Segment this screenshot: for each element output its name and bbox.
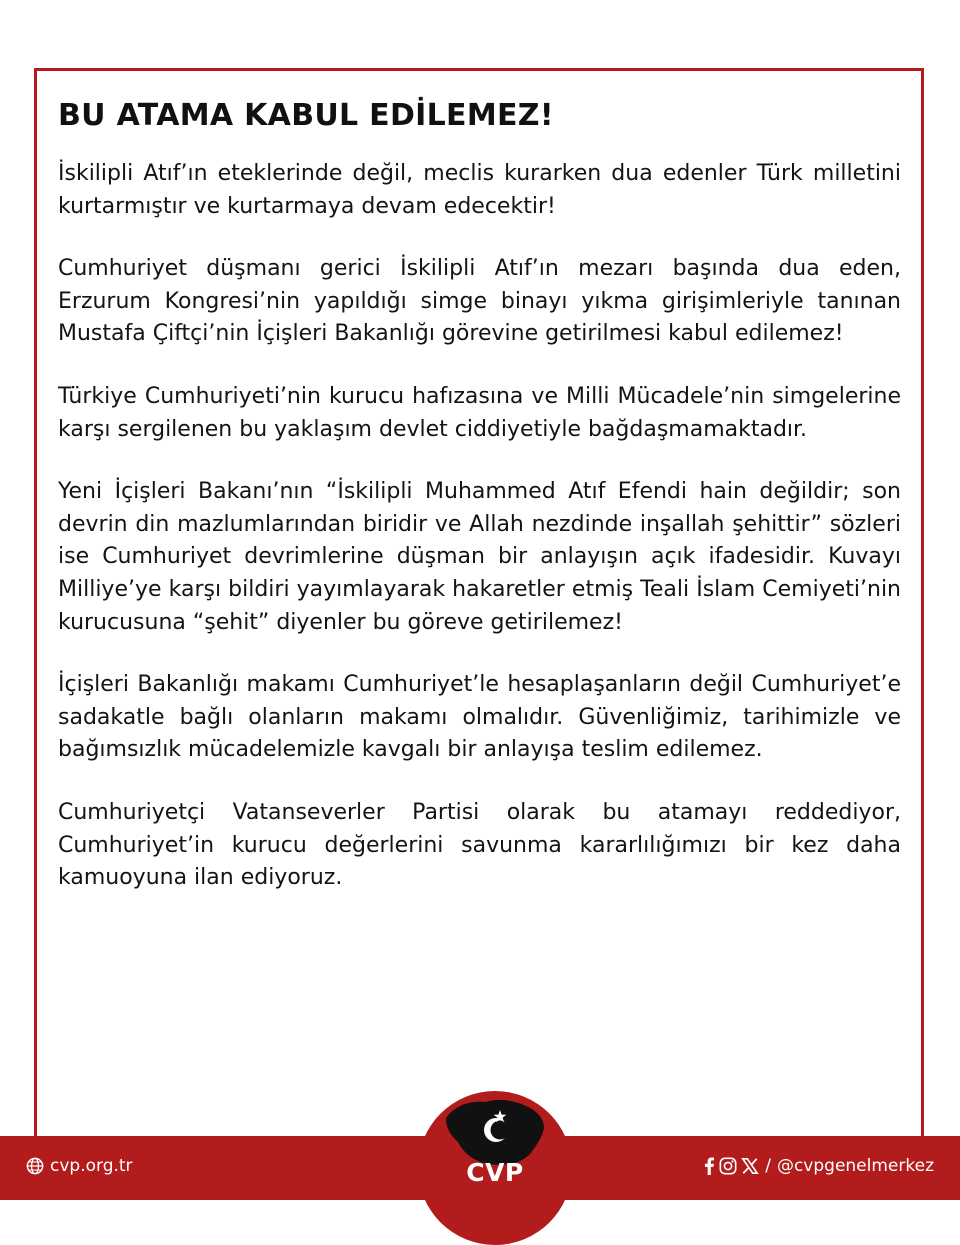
page-title: BU ATAMA KABUL EDİLEMEZ! <box>58 98 554 133</box>
facebook-icon[interactable] <box>703 1157 715 1175</box>
paragraph-3: Türkiye Cumhuriyeti’nin kurucu hafızasına ve Milli Mücadele’nin simgelerine karşı sergilenen bu yaklaşım devlet ciddiyetiyle bağdaşmamaktadır. <box>58 383 901 442</box>
website-text: cvp.org.tr <box>50 1156 133 1176</box>
globe-icon <box>26 1157 44 1175</box>
post-content <box>58 96 901 925</box>
instagram-icon[interactable] <box>719 1157 737 1175</box>
paragraph-2: Cumhuriyet düşmanı gerici İskilipli Atıf’ın mezarı başında dua eden, Erzurum Kongresi’nin yapıldığı simge binayı yıkma girişimleriyle tanınan Mustafa Çiftçi’nin İçişleri Bakanlığı görevine getirilmesi kabul edilemez! <box>58 256 901 347</box>
social-handle[interactable]: @cvpgenelmerkez <box>776 1156 934 1176</box>
logo-text: CVP <box>466 1158 524 1187</box>
paragraph-4: Yeni İçişleri Bakanı’nın “İskilipli Muhammed Atıf Efendi hain değildir; son devrin din mazlumlarından biridir ve Allah nezdinde inşallah şehittir” sözleri ise Cumhuriyet devrimlerine düşman bir anlayışın açık ifadesidir. Kuvayı Milliye’ye karşı bildiri yayımlayarak hakaretler etmiş Teali İslam Cemiyeti’nin kurucusuna “şehit” diyenler bu göreve getirilemez! <box>58 479 901 635</box>
paragraph-1: İskilipli Atıf’ın eteklerinde değil, meclis kurarken dua edenler Türk milletini kurtarmıştır ve kurtarmaya devam edecektir! <box>58 161 901 219</box>
x-icon[interactable] <box>741 1157 759 1175</box>
social-separator: / <box>765 1156 771 1176</box>
website-link[interactable] <box>26 1156 133 1176</box>
social-links <box>703 1156 934 1176</box>
party-emblem-icon <box>440 1096 550 1166</box>
paragraph-6: Cumhuriyetçi Vatanseverler Partisi olarak bu atamayı reddediyor, Cumhuriyet’in kurucu değerlerini savunma kararlılığımızı bir kez daha kamuoyuna ilan ediyoruz. <box>58 799 901 891</box>
paragraph-5: İçişleri Bakanlığı makamı Cumhuriyet’le hesaplaşanların değil Cumhuriyet’e sadakatle bağlı olanların makamı olmalıdır. Güvenliğimiz, tarihimizle ve bağımsızlık mücadelemizle kavgalı bir anlayışa teslim edilemez. <box>58 672 901 763</box>
